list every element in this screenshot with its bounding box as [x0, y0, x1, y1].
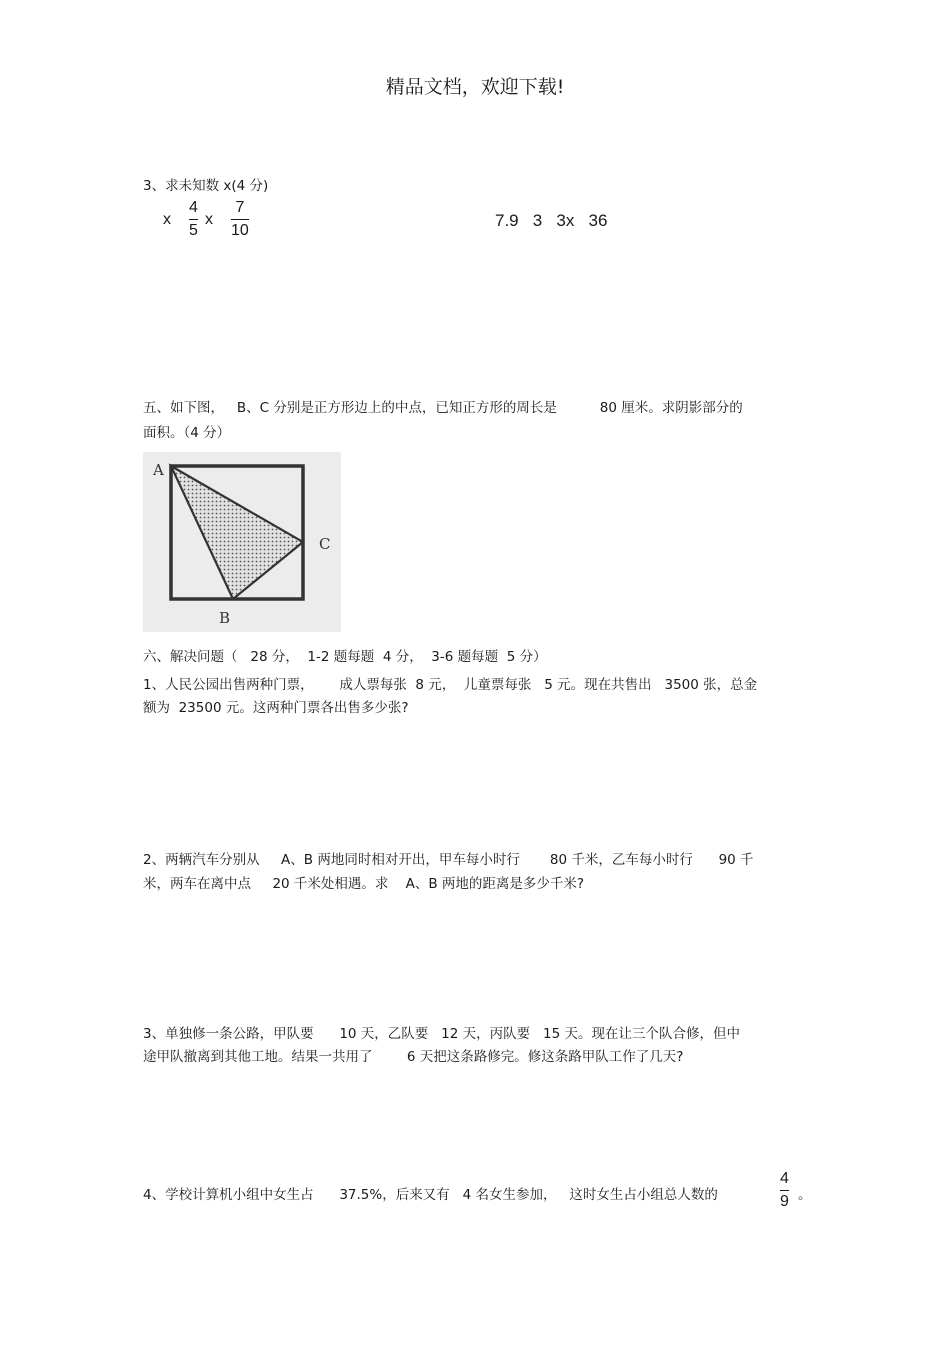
- fraction-numerator: 4: [189, 199, 198, 216]
- label-c: C: [319, 535, 331, 553]
- label-b: B: [219, 609, 231, 627]
- problem2-line1: 2、两辆汽车分别从 A、B 两地同时相对开出，甲车每小时行 80 千米，乙车每小时行 90 千: [143, 852, 754, 868]
- q3-title: 3、求未知数 x(4 分): [143, 178, 269, 194]
- problem1-line1: 1、人民公园出售两种门票， 成人票每张 8 元， 儿童票每张 5 元。现在共售出 3500 张，总金: [143, 677, 758, 693]
- square-triangle-figure: [143, 452, 341, 632]
- problem3-line1: 3、单独修一条公路，甲队要 10 天，乙队要 12 天，丙队要 15 天。现在让三个队合修，但中: [143, 1026, 740, 1042]
- problem1-line2: 额为 23500 元。这两种门票各出售多少张?: [143, 700, 409, 716]
- page-header-title: 精品文档，欢迎下载!: [385, 76, 565, 98]
- problem4-text: 4、学校计算机小组中女生占 37.5%，后来又有 4 名女生参加， 这时女生占小组总人数的: [143, 1187, 718, 1203]
- fraction-bar: [231, 219, 249, 220]
- problem3-line2: 途甲队撤离到其他工地。结果一共用了 6 天把这条路修完。修这条路甲队工作了几天?: [143, 1049, 684, 1065]
- problem4-fraction-4-9: [780, 1170, 789, 1211]
- fraction-bar: [189, 219, 198, 220]
- shaded-triangle: [171, 466, 303, 599]
- eq1-fraction-7-10: [231, 199, 249, 240]
- fraction-bar: [780, 1190, 789, 1191]
- fraction-denominator: 9: [780, 1193, 789, 1210]
- eq2: 7.9 3 3x 36: [495, 211, 608, 230]
- geometry-diagram: [143, 452, 341, 632]
- eq1-fraction-4-5: [189, 199, 198, 240]
- q5-line2: 面积。（4 分）: [143, 425, 231, 441]
- eq1-x: x: [163, 211, 171, 228]
- problem4-period: 。: [798, 1187, 812, 1203]
- fraction-denominator: 5: [189, 222, 198, 239]
- q5-line1: 五、如下图， B、C 分别是正方形边上的中点，已知正方形的周长是 80 厘米。求阴影部分的: [143, 400, 743, 416]
- fraction-numerator: 4: [780, 1170, 789, 1187]
- eq1-x-second: x: [205, 211, 213, 228]
- problem2-line2: 米，两车在离中点 20 千米处相遇。求 A、B 两地的距离是多少千米?: [143, 876, 585, 892]
- label-a: A: [153, 461, 164, 479]
- fraction-numerator: 7: [235, 199, 245, 216]
- q6-title: 六、解决问题（ 28 分， 1-2 题每题 4 分， 3-6 题每题 5 分）: [143, 649, 547, 665]
- fraction-denominator: 10: [231, 222, 249, 239]
